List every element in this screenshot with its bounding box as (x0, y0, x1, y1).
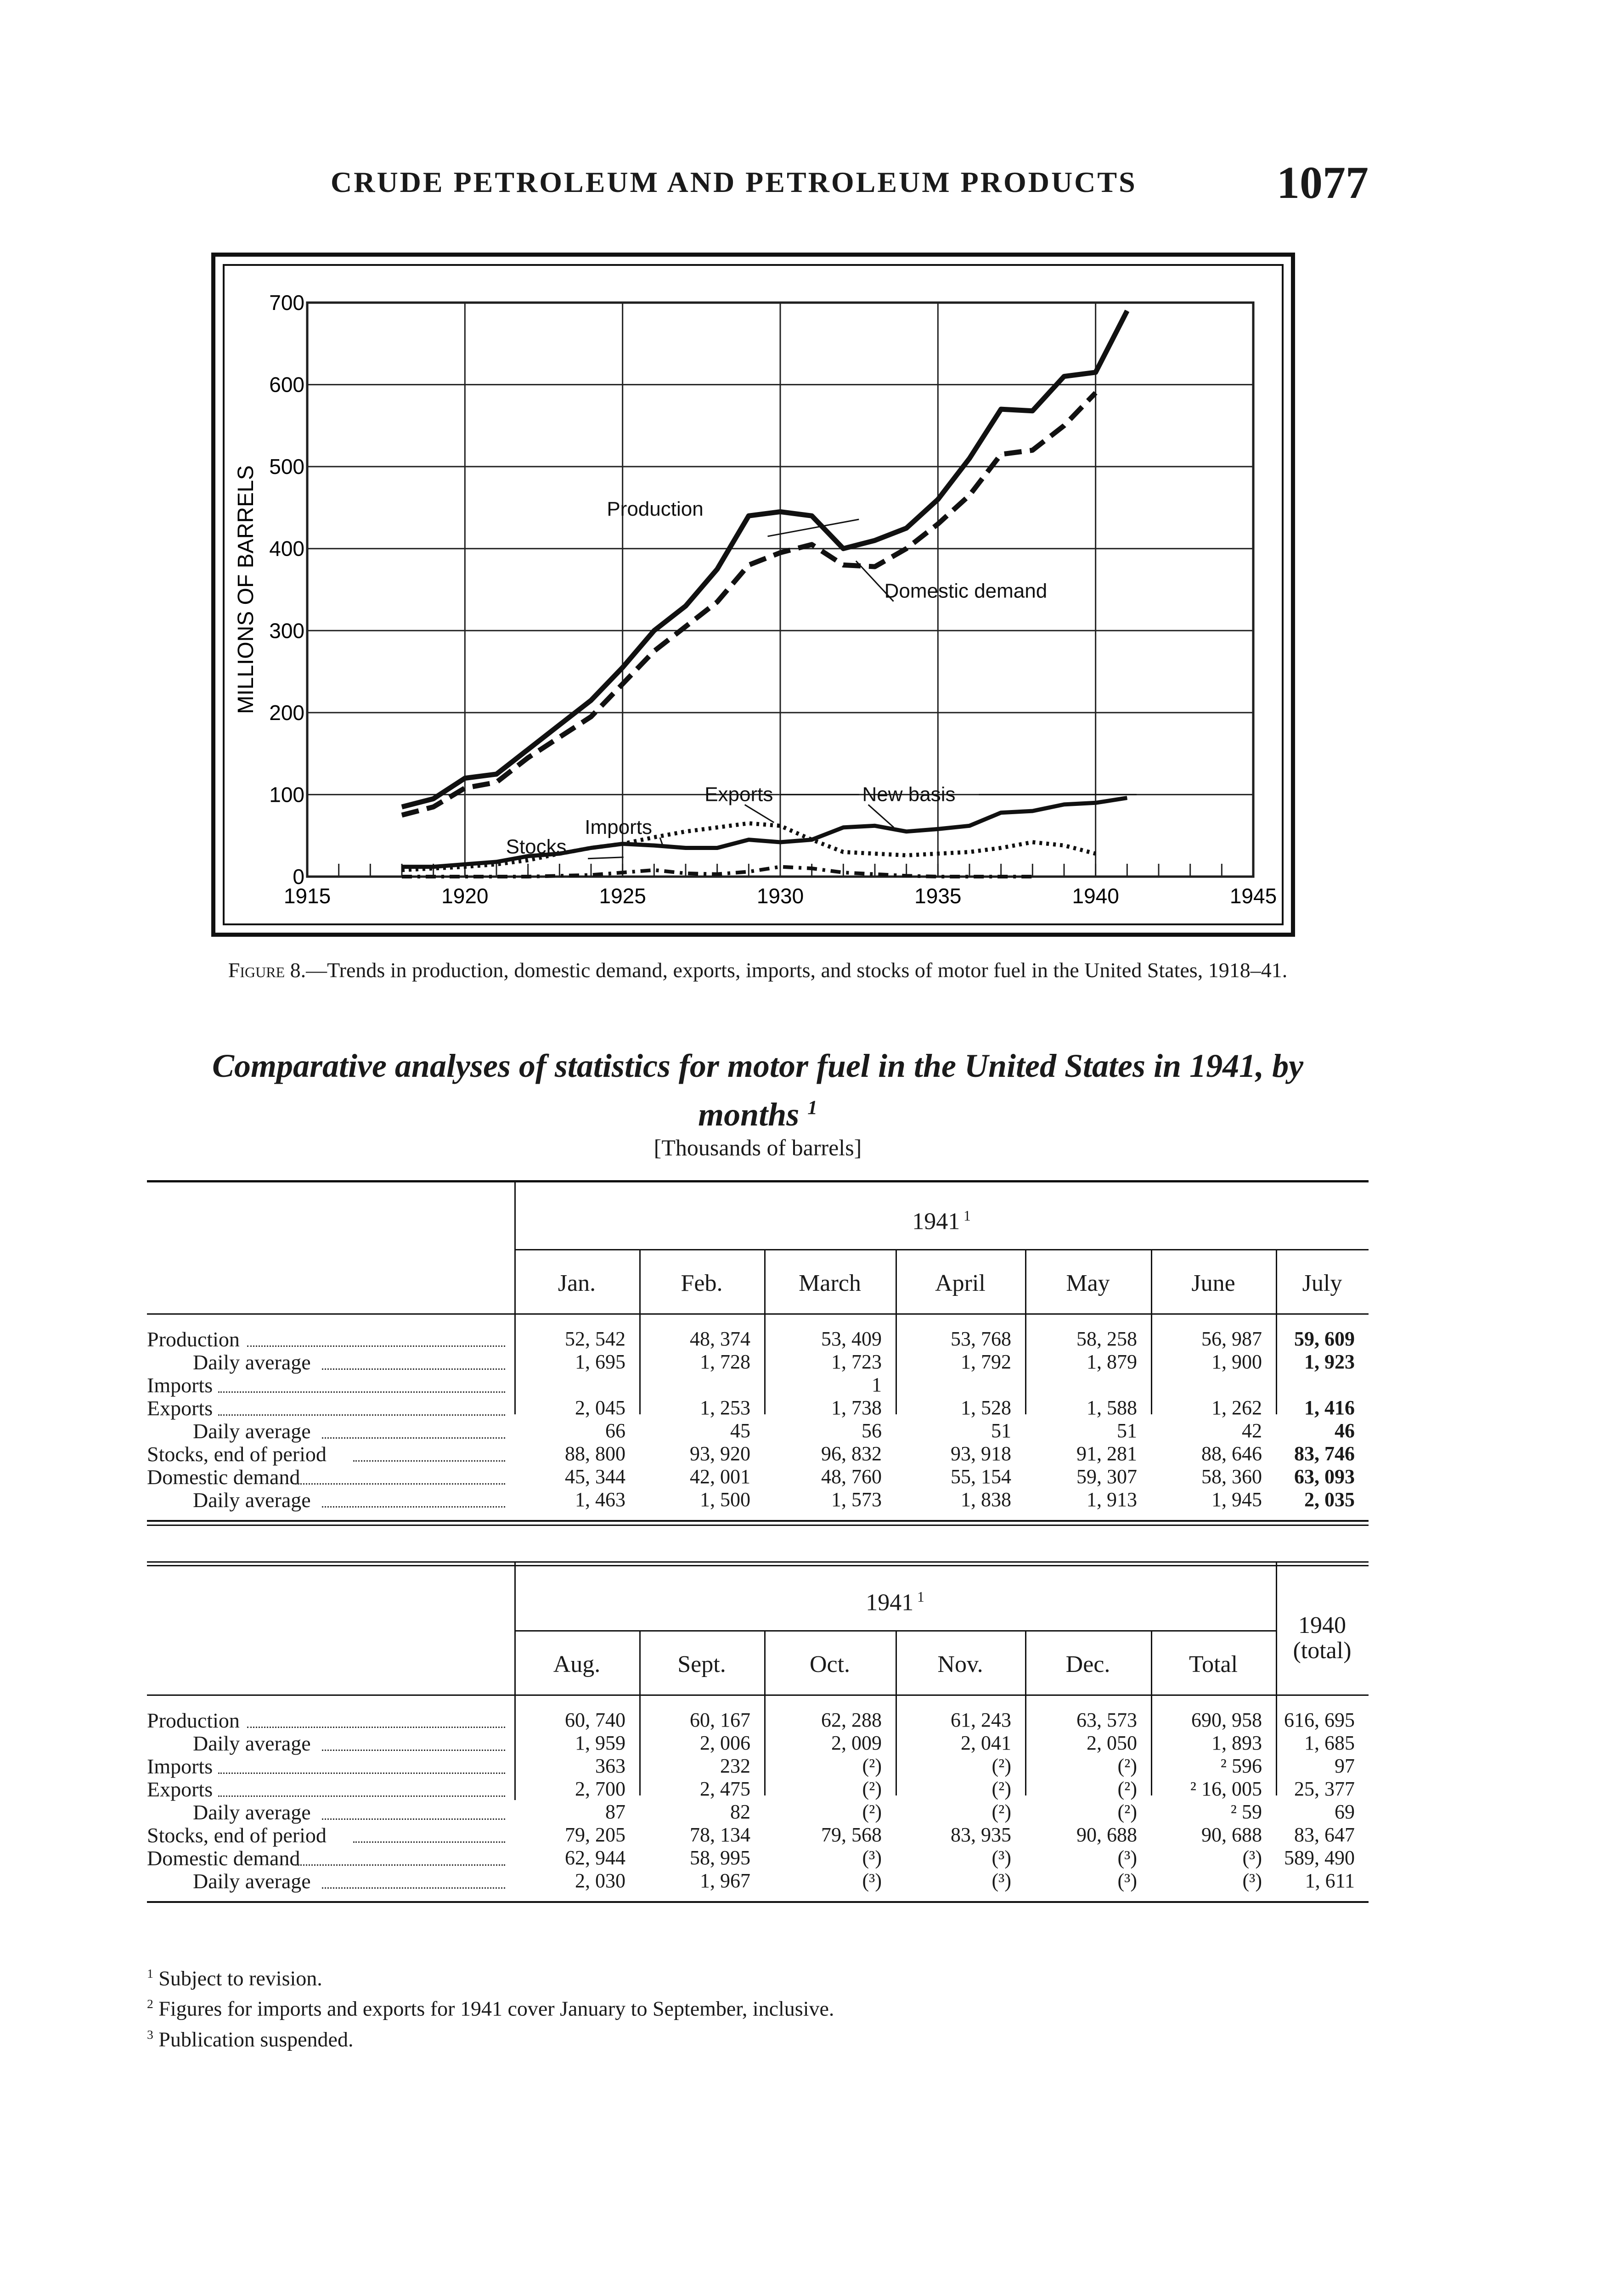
tbl2-cell-7-1: 1, 967 (700, 1869, 750, 1892)
tbl1-row-label-6: Domestic demand (147, 1465, 300, 1489)
figure-caption (147, 957, 1369, 983)
label-production: Production (607, 498, 704, 520)
point-stocks-1931 (811, 839, 812, 840)
footnotes (147, 1961, 834, 2052)
tbl2-cell-1-1: 2, 006 (700, 1732, 750, 1754)
tbl2-cell-4-5: ² 59 (1230, 1801, 1262, 1823)
tbl1-row-leader-7 (322, 1506, 505, 1508)
tbl2-cell-7-3: (³) (992, 1869, 1011, 1892)
label-imports: Imports (585, 816, 652, 838)
tbl2-cell-3-4: (²) (1117, 1778, 1137, 1800)
tbl1-bottom-rule-2 (147, 1525, 1369, 1526)
x-tick-label-1935: 1935 (914, 884, 962, 908)
y-tick-label-700: 700 (269, 291, 304, 315)
tbl2-cell-6-2: (³) (862, 1846, 882, 1869)
x-tick-label-1940: 1940 (1072, 884, 1119, 908)
tbl2-cell-7-5: (³) (1242, 1869, 1262, 1892)
figure-caption-text: —Trends in production, domestic demand, exports, imports, and stocks of motor fuel in the United States, 1918–41. (306, 958, 1288, 982)
tbl1-row-leader-6 (295, 1483, 505, 1485)
tbl2-row-leader-2 (218, 1773, 505, 1774)
tbl1-cell-3-4: 1, 588 (1087, 1396, 1137, 1419)
tbl1-cell-5-6: 83, 746 (1294, 1442, 1355, 1465)
tbl1-col-header-3: April (935, 1270, 986, 1296)
tbl2-cell-4-2: (²) (862, 1801, 882, 1823)
table-part-2 (147, 1561, 1369, 1938)
footnote-3 (147, 2022, 834, 2052)
tbl1-cell-7-4: 1, 913 (1087, 1488, 1137, 1511)
tbl2-col-header-3: Nov. (937, 1651, 983, 1677)
tbl2-cell-2-2: (²) (862, 1755, 882, 1777)
tbl1-cell-3-1: 1, 253 (700, 1396, 750, 1419)
tbl2-cell-7-4: (³) (1117, 1869, 1137, 1892)
tbl2-cell-0-0: 60, 740 (565, 1709, 625, 1731)
y-tick-label-400: 400 (269, 536, 304, 561)
figure-label: Figure 8. (228, 958, 306, 982)
tbl2-col-header-1: Sept. (677, 1651, 726, 1677)
y-tick-label-0: 0 (293, 865, 304, 889)
tbl1-cell-3-5: 1, 262 (1211, 1396, 1262, 1419)
tbl1-col-header-6: July (1302, 1270, 1342, 1296)
tbl2-top-rule (147, 1561, 1369, 1563)
point-production-1939 (1064, 376, 1065, 377)
tbl2-cell-2-4: (²) (1117, 1755, 1137, 1777)
tbl1-cell-1-6: 1, 923 (1304, 1351, 1355, 1373)
tbl2-cell-3-0: 2, 700 (575, 1778, 625, 1800)
tbl1-cell-5-3: 93, 918 (951, 1442, 1011, 1465)
tbl1-cell-7-6: 2, 035 (1304, 1488, 1355, 1511)
running-title: CRUDE PETROLEUM AND PETROLEUM PRODUCTS (331, 166, 1137, 198)
motor-fuel-chart (225, 266, 1285, 927)
tbl2-row-label-6: Domestic demand (147, 1846, 300, 1870)
tbl2-cell-5-0: 79, 205 (565, 1823, 625, 1846)
tbl1-cell-5-2: 96, 832 (821, 1442, 882, 1465)
tbl2-row-leader-5 (353, 1841, 505, 1843)
tbl2-cell-3-1: 2, 475 (700, 1778, 750, 1800)
tbl2-cell-0-5: 690, 958 (1191, 1709, 1262, 1731)
tbl1-cell-3-3: 1, 528 (961, 1396, 1011, 1419)
y-tick-label-100: 100 (269, 782, 304, 807)
point-production-1936 (969, 458, 970, 459)
tbl1-cell-4-0: 66 (605, 1419, 625, 1442)
footnote-2-mark: 2 (147, 1997, 153, 2011)
tbl2-cell-7-6: 1, 611 (1305, 1869, 1355, 1892)
tbl2-cell-4-3: (²) (992, 1801, 1011, 1823)
tbl2-row-label-4: Daily average (193, 1801, 311, 1824)
tbl2-cell-3-2: (²) (862, 1778, 882, 1800)
tbl1-row-leader-4 (322, 1437, 505, 1439)
tbl2-cell-4-0: 87 (605, 1801, 625, 1823)
tbl2-row-leader-1 (322, 1750, 505, 1751)
tbl1-cell-6-2: 48, 760 (821, 1465, 882, 1488)
tbl1-cell-7-2: 1, 573 (831, 1488, 882, 1511)
tbl1-col-header-1: Feb. (681, 1270, 723, 1296)
tbl2-prev-header-2: (total) (1293, 1638, 1352, 1664)
tbl1-row-label-1: Daily average (193, 1351, 311, 1374)
tbl1-row-label-2: Imports (147, 1373, 213, 1397)
y-tick-label-600: 600 (269, 372, 304, 397)
label-exports: Exports (704, 783, 773, 806)
tbl1-row-leader-3 (218, 1414, 505, 1416)
tbl2-cell-1-6: 1, 685 (1304, 1732, 1355, 1754)
tbl1-cell-1-2: 1, 723 (831, 1351, 882, 1373)
tbl2-cell-3-5: ² 16, 005 (1190, 1778, 1262, 1800)
tbl2-row-leader-4 (322, 1818, 505, 1820)
tbl2-cell-1-3: 2, 041 (961, 1732, 1011, 1754)
point-imports-1925 (622, 872, 623, 873)
tbl2-col-header-0: Aug. (553, 1651, 601, 1677)
tbl1-row-leader-1 (322, 1368, 505, 1370)
point-stocks-1939 (1064, 804, 1065, 805)
tbl2-top-rule-2 (147, 1565, 1369, 1566)
tbl1-cell-6-3: 55, 154 (951, 1465, 1011, 1488)
tbl1-row-leader-0 (247, 1345, 505, 1347)
tbl1-cell-4-5: 42 (1242, 1419, 1262, 1442)
tbl2-col-header-4: Dec. (1065, 1651, 1110, 1677)
running-header (147, 156, 1369, 207)
tbl1-cell-5-1: 93, 920 (690, 1442, 750, 1465)
point-production-1924 (591, 700, 592, 701)
label-stocks: Stocks (506, 835, 567, 858)
tbl1-cell-0-0: 52, 542 (565, 1328, 625, 1350)
tbl2-cell-6-3: (³) (992, 1846, 1011, 1869)
tbl2-cell-5-3: 83, 935 (951, 1823, 1011, 1846)
tbl2-cell-7-2: (³) (862, 1869, 882, 1892)
tbl1-cell-1-3: 1, 792 (961, 1351, 1011, 1373)
tbl2-cell-4-4: (²) (1117, 1801, 1137, 1823)
tbl1-cell-6-4: 59, 307 (1076, 1465, 1137, 1488)
tbl2-header-rule (147, 1694, 1369, 1696)
label-domestic-demand: Domestic demand (884, 580, 1048, 602)
point-stocks-1921 (496, 861, 497, 862)
tbl1-cell-7-0: 1, 463 (575, 1488, 625, 1511)
tbl2-cell-0-2: 62, 288 (821, 1709, 882, 1731)
x-tick-label-1925: 1925 (599, 884, 646, 908)
tbl1-cell-6-6: 63, 093 (1294, 1465, 1355, 1488)
tbl1-cell-6-5: 58, 360 (1201, 1465, 1262, 1488)
tbl1-row-label-3: Exports (147, 1396, 213, 1420)
y-tick-label-500: 500 (269, 455, 304, 479)
tbl2-cell-6-4: (³) (1117, 1846, 1137, 1869)
tbl2-cell-2-0: 363 (595, 1755, 625, 1777)
tbl1-row-label-5: Stocks, end of period (147, 1442, 327, 1466)
tbl2-cell-4-6: 69 (1335, 1801, 1355, 1823)
footnote-1-text: Subject to revision. (158, 1966, 322, 1990)
point-exports-1939 (1064, 845, 1065, 846)
table-title (147, 1045, 1369, 1136)
tbl1-top-rule (147, 1180, 1369, 1182)
label-exports-leader (745, 805, 774, 822)
tbl1-cell-7-1: 1, 500 (700, 1488, 750, 1511)
tbl1-cell-4-4: 51 (1117, 1419, 1137, 1442)
tbl1-cell-3-2: 1, 738 (831, 1396, 882, 1419)
tbl2-cell-0-6: 616, 695 (1284, 1709, 1355, 1731)
table-part-1 (147, 1180, 1369, 1561)
point-exports-1938 (1032, 842, 1033, 843)
tbl2-cell-5-1: 78, 134 (690, 1823, 750, 1846)
tbl1-col-header-4: May (1066, 1270, 1110, 1296)
tbl2-cell-1-5: 1, 893 (1211, 1732, 1262, 1754)
tbl2-cell-5-6: 83, 647 (1294, 1823, 1355, 1846)
tbl2-cell-2-3: (²) (992, 1755, 1011, 1777)
tbl2-prev-header-1: 1940 (1298, 1612, 1346, 1638)
tbl2-cell-6-6: 589, 490 (1284, 1846, 1355, 1869)
point-imports-1932 (843, 872, 844, 873)
tbl1-cell-0-4: 58, 258 (1076, 1328, 1137, 1350)
tbl2-row-label-2: Imports (147, 1755, 213, 1778)
tbl2-col-header-5: Total (1189, 1651, 1238, 1677)
footnote-2 (147, 1991, 834, 2021)
figure-frame (211, 253, 1295, 937)
tbl2-row-label-3: Exports (147, 1778, 213, 1801)
tbl2-row-label-1: Daily average (193, 1732, 311, 1755)
tbl1-bottom-rule (147, 1520, 1369, 1522)
tbl2-cell-1-4: 2, 050 (1087, 1732, 1137, 1754)
tbl2-cell-2-1: 232 (720, 1755, 750, 1777)
label-production-leader (768, 519, 859, 536)
tbl1-cell-4-1: 45 (730, 1419, 750, 1442)
table-title-line1: Comparative analyses of statistics for motor fuel in the United States in 1941, by (212, 1047, 1304, 1084)
tbl2-row-label-7: Daily average (193, 1869, 311, 1893)
point-production-1934 (906, 528, 907, 529)
tbl1-cell-2-2: 1 (872, 1373, 882, 1396)
point-domestic-demand-1939 (1064, 425, 1065, 426)
tbl1-cell-5-4: 91, 281 (1076, 1442, 1137, 1465)
tbl2-cell-0-1: 60, 167 (690, 1709, 750, 1731)
point-domestic-demand-1930 (780, 552, 781, 553)
tbl1-cell-0-6: 59, 609 (1294, 1328, 1355, 1350)
point-production-1925 (622, 667, 623, 668)
footnote-3-mark: 3 (147, 2027, 153, 2042)
tbl1-cell-4-3: 51 (991, 1419, 1011, 1442)
tbl2-cell-5-2: 79, 568 (821, 1823, 882, 1846)
tbl2-bottom-rule (147, 1901, 1369, 1903)
tbl1-cell-4-2: 56 (862, 1419, 882, 1442)
figure-inner-border (223, 264, 1284, 925)
tbl1-col-header-0: Jan. (558, 1270, 596, 1296)
point-exports-1921 (496, 864, 497, 865)
tbl1-cell-1-4: 1, 879 (1087, 1351, 1137, 1373)
tbl2-cell-0-4: 63, 573 (1076, 1709, 1137, 1731)
tbl1-cell-5-0: 88, 800 (565, 1442, 625, 1465)
tbl1-cell-3-0: 2, 045 (575, 1396, 625, 1419)
series-line-domestic-demand (402, 393, 1096, 815)
x-tick-label-1915: 1915 (283, 884, 331, 908)
tbl2-cell-2-6: 97 (1335, 1755, 1355, 1777)
tbl2-row-label-5: Stocks, end of period (147, 1823, 327, 1847)
tbl2-year-label: 1941 (866, 1589, 914, 1616)
tbl2-row-leader-0 (247, 1727, 505, 1728)
tbl1-cell-3-6: 1, 416 (1304, 1396, 1355, 1419)
tbl1-cell-0-2: 53, 409 (821, 1328, 882, 1350)
tbl2-cell-2-5: ² 596 (1220, 1755, 1262, 1777)
tbl2-year-rule (514, 1630, 1276, 1632)
tbl1-col-header-5: June (1191, 1270, 1235, 1296)
tbl1-row-label-7: Daily average (193, 1488, 311, 1512)
tbl2-cell-5-5: 90, 688 (1201, 1823, 1262, 1846)
label-stocks-leader (588, 857, 624, 859)
tbl2-year-footnote: 1 (913, 1589, 924, 1605)
tbl1-row-leader-5 (353, 1460, 505, 1462)
tbl1-cell-6-1: 42, 001 (690, 1465, 750, 1488)
tbl1-cell-4-6: 46 (1335, 1419, 1355, 1442)
tbl2-col-header-2: Oct. (809, 1651, 851, 1677)
y-axis-label: MILLIONS OF BARRELS (234, 465, 258, 714)
tbl1-cell-1-5: 1, 900 (1211, 1351, 1262, 1373)
tbl2-row-leader-3 (218, 1795, 505, 1797)
tbl1-year-rule (514, 1249, 1369, 1250)
point-stocks-1930 (780, 842, 781, 843)
y-tick-label-300: 300 (269, 619, 304, 643)
tbl1-cell-6-0: 45, 344 (565, 1465, 625, 1488)
footnote-3-text: Publication suspended. (158, 2027, 354, 2051)
x-tick-label-1930: 1930 (756, 884, 804, 908)
tbl2-cell-3-6: 25, 377 (1294, 1778, 1355, 1800)
tbl2-row-leader-6 (295, 1864, 505, 1866)
tbl1-header-rule (147, 1313, 1369, 1315)
tbl2-cell-1-2: 2, 009 (831, 1732, 882, 1754)
footnote-1 (147, 1961, 834, 1991)
point-stocks-1934 (906, 831, 907, 832)
x-tick-label-1920: 1920 (441, 884, 489, 908)
tbl2-cell-6-5: (³) (1242, 1846, 1262, 1869)
table-title-line2: months (698, 1096, 800, 1133)
tbl2-cell-3-3: (²) (992, 1778, 1011, 1800)
tbl1-cell-1-0: 1, 695 (575, 1351, 625, 1373)
tbl1-cell-7-5: 1, 945 (1211, 1488, 1262, 1511)
tbl1-cell-7-3: 1, 838 (961, 1488, 1011, 1511)
tbl2-year-header (514, 1589, 1276, 1616)
x-tick-label-1945: 1945 (1229, 884, 1277, 908)
point-domestic-demand-1924 (591, 716, 592, 717)
tbl2-cell-6-1: 58, 995 (690, 1846, 750, 1869)
tbl1-row-leader-2 (218, 1391, 505, 1393)
tbl2-cell-4-1: 82 (730, 1801, 750, 1823)
tbl2-cell-5-4: 90, 688 (1076, 1823, 1137, 1846)
point-domestic-demand-1931 (811, 544, 812, 545)
tbl1-cell-0-5: 56, 987 (1201, 1328, 1262, 1350)
tbl1-row-label-4: Daily average (193, 1419, 311, 1443)
page-number: 1077 (1277, 157, 1369, 208)
tbl1-year-label: 1941 (912, 1208, 960, 1235)
tbl2-cell-0-3: 61, 243 (951, 1709, 1011, 1731)
tbl2-row-label-0: Production (147, 1709, 240, 1732)
tbl1-year-header (514, 1208, 1369, 1235)
tbl1-year-footnote: 1 (960, 1208, 971, 1224)
point-domestic-demand-1934 (906, 548, 907, 549)
tbl2-row-leader-7 (322, 1887, 505, 1889)
tbl1-col-header-2: March (799, 1270, 861, 1296)
tbl1-cell-0-3: 53, 768 (951, 1328, 1011, 1350)
tbl2-cell-6-0: 62, 944 (565, 1846, 625, 1869)
y-tick-label-200: 200 (269, 700, 304, 725)
tbl1-row-label-0: Production (147, 1328, 240, 1351)
tbl2-cell-1-0: 1, 959 (575, 1732, 625, 1754)
tbl2-cell-7-0: 2, 030 (575, 1869, 625, 1892)
footnote-1-mark: 1 (147, 1966, 153, 1981)
table-title-footnote-mark: 1 (807, 1097, 817, 1119)
footnote-2-text: Figures for imports and exports for 1941 cover January to September, inclusive. (158, 1997, 834, 2020)
table-unit: [Thousands of barrels] (654, 1135, 862, 1160)
tbl1-cell-1-1: 1, 728 (700, 1351, 750, 1373)
tbl1-cell-5-5: 88, 646 (1201, 1442, 1262, 1465)
tbl1-cell-0-1: 48, 374 (690, 1328, 750, 1350)
point-imports-1931 (811, 868, 812, 869)
point-production-1932 (843, 548, 844, 549)
label-new-basis: New basis (862, 783, 956, 806)
